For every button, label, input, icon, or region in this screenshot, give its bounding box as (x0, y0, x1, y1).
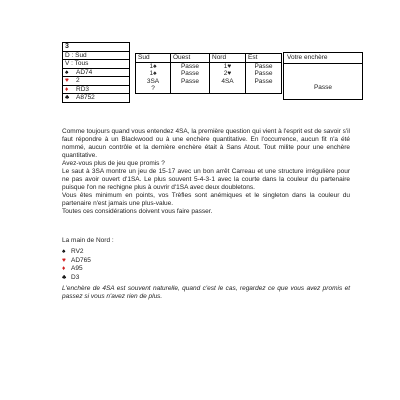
bid: ? (151, 85, 155, 92)
north-hand-cards: D3 (71, 274, 80, 282)
board-number: 3 (63, 43, 130, 52)
auction-header-sud: Sud (136, 54, 171, 63)
bid: 3SA (146, 77, 160, 85)
paragraph: Le saut à 3SA montre un jeu de 15-17 avec un bon arrêt Carreau et une structure irrégulière pour ne pas avoir ouvert d'1SA. Le plus souvent 5-4-3-1 avec la courte dans la couleur du partenaire puisque l'on ne rechigne plus à ouvrir d'1SA avec deux doubletons. (62, 168, 350, 191)
bid: 1♥ (223, 62, 232, 70)
north-hand-row (62, 257, 350, 266)
spade-icon: ♠ (62, 247, 66, 255)
heart-icon: ♥ (62, 256, 66, 264)
bid: 2♥ (223, 70, 232, 77)
paragraph: Toutes ces considérations doivent vous faire passer. (62, 208, 213, 215)
board-cards: 2 (76, 77, 80, 84)
auction-cell-est (246, 62, 282, 93)
bid: Passe (254, 62, 273, 70)
diamond-icon: ♦ (65, 85, 69, 93)
auction-header-nord: Nord (210, 54, 246, 63)
diamond-icon: ♦ (62, 265, 66, 273)
spade-icon: ♠ (65, 68, 69, 76)
heart-icon: ♥ (65, 77, 69, 84)
bid: 1♠ (149, 62, 157, 70)
board-suit-row (63, 85, 130, 94)
board-cards: A8752 (76, 94, 95, 101)
north-hand-row (62, 265, 350, 274)
bid: Passe (180, 70, 200, 77)
auction-cell-sud (136, 62, 171, 93)
north-hand-cards: AD765 (71, 256, 91, 264)
board-dealer: D : Sud (63, 51, 130, 60)
auction-header-est: Est (246, 54, 282, 63)
bid: 1♠ (149, 70, 157, 77)
auction-header-ouest: Ouest (171, 54, 210, 63)
explanation-text (62, 128, 350, 216)
bid: Passe (180, 77, 200, 85)
paragraph: Comme toujours quand vous entendez 4SA, la première question qui vient à l'esprit est de savoir s'il faut répondre à un Blackwood ou à une enchère quantitative. En l'occurrence, aucun fit n'a été nommé, aucun contrôle et la dernière enchère était à Sans Atout. Tout milite pour une enchère quantitative. (62, 128, 350, 159)
board-suit-row (63, 68, 130, 77)
club-icon: ♣ (65, 94, 70, 101)
board-vulnerability: V : Tous (63, 60, 130, 69)
bid: Passe (254, 77, 273, 85)
enchere-box (283, 52, 363, 100)
auction-table (135, 53, 282, 94)
board-cards: AD74 (76, 68, 93, 76)
north-hand-cards: RV2 (71, 247, 84, 255)
north-hand-row (62, 274, 350, 283)
north-hand-cards: A95 (71, 265, 83, 273)
board-suit-row (63, 77, 130, 86)
auction-cell-nord (210, 62, 246, 93)
club-icon: ♣ (62, 274, 67, 282)
bid: Passe (254, 70, 273, 77)
board-box (62, 42, 130, 103)
enchere-value: Passe (313, 84, 333, 91)
north-hand-row (62, 248, 350, 257)
paragraph: Avez-vous plus de jeu que promis ? (62, 160, 165, 167)
auction-cell-ouest (171, 62, 210, 93)
board-suit-row (63, 94, 130, 103)
enchere-title: Votre enchère (284, 53, 362, 64)
north-hand (62, 237, 350, 283)
paragraph: Vous êtes minimum en points, vos Trèfles sont anémiques et le singleton dans la couleur du partenaire n'est jamais une plus-value. (62, 192, 350, 207)
bid: 4SA (221, 77, 234, 85)
conclusion-text: L'enchère de 4SA est souvent naturelle, quand c'est le cas, regardez ce que vous avez promis et passez si vous n'avez rien de plus. (62, 285, 350, 300)
board-cards: RD3 (76, 85, 90, 93)
north-hand-title: La main de Nord : (62, 237, 114, 244)
bid: Passe (180, 62, 200, 70)
